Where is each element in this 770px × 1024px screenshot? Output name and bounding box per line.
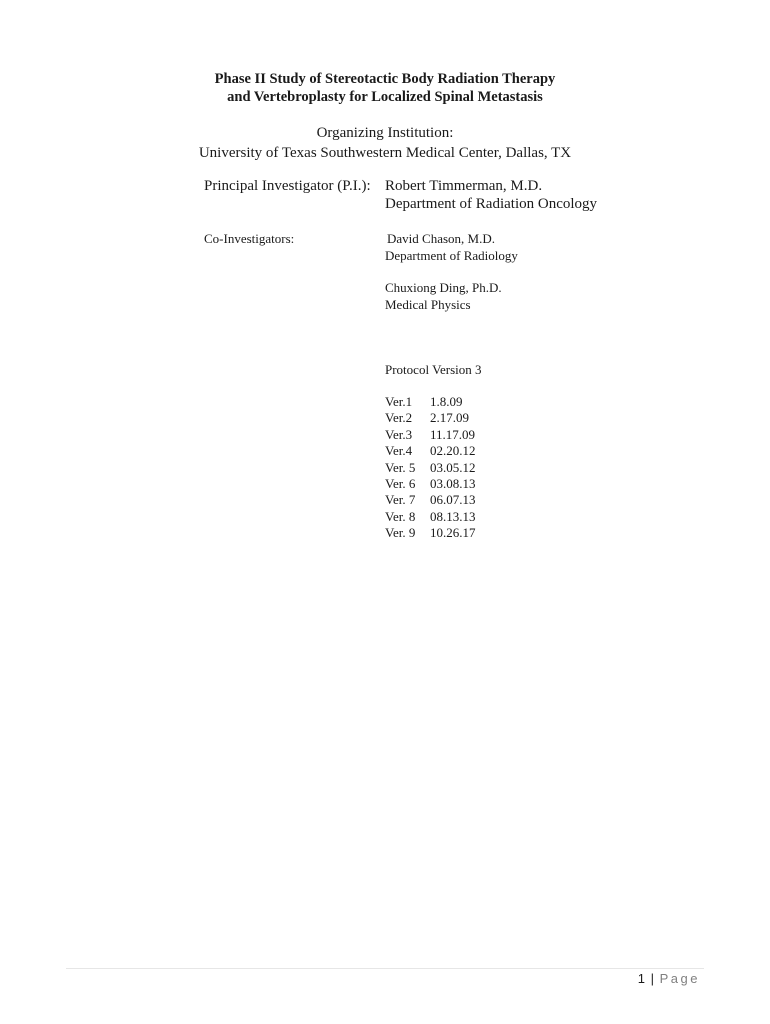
version-name: Ver. 5	[385, 459, 416, 475]
pi-label: Principal Investigator (P.I.):	[204, 178, 371, 194]
version-name: Ver. 9	[385, 525, 416, 541]
version-date: 10.26.17	[430, 525, 476, 541]
page-footer	[638, 970, 700, 988]
version-row	[385, 476, 476, 492]
protocol-version: Protocol Version 3	[385, 362, 482, 377]
pi-name: Robert Timmerman, M.D.	[385, 178, 543, 194]
version-date: 11.17.09	[430, 426, 476, 442]
version-date: 08.13.13	[430, 508, 476, 524]
pi-dept: Department of Radiation Oncology	[385, 196, 598, 212]
document-title	[0, 70, 770, 106]
footer-divider	[66, 968, 704, 969]
version-row	[385, 427, 476, 443]
co-investigator-1-dept: Department of Radiology	[385, 248, 518, 263]
title-line-1: Phase II Study of Stereotactic Body Radiation Therapy	[214, 71, 556, 87]
version-date: 2.17.09	[430, 410, 469, 426]
organizing-institution	[0, 123, 770, 163]
version-date: 02.20.12	[430, 443, 476, 459]
version-date: 03.05.12	[430, 459, 476, 475]
version-date: 06.07.13	[430, 492, 476, 508]
version-row	[385, 394, 476, 410]
version-row	[385, 410, 476, 426]
version-row	[385, 492, 476, 508]
version-name: Ver.2	[385, 410, 413, 426]
version-row	[385, 443, 476, 459]
page-label: Page	[659, 971, 700, 986]
version-name: Ver. 8	[385, 508, 416, 524]
version-row	[385, 460, 476, 476]
version-name: Ver. 6	[385, 476, 416, 492]
version-row	[385, 525, 476, 541]
page-separator: |	[650, 971, 654, 986]
version-history	[385, 394, 476, 542]
version-name: Ver.4	[385, 443, 413, 459]
version-date: 1.8.09	[430, 394, 463, 409]
co-investigator-1-name: David Chason, M.D.	[387, 231, 495, 246]
co-investigator-2-dept: Medical Physics	[385, 297, 471, 312]
title-line-2: and Vertebroplasty for Localized Spinal Metastasis	[227, 89, 543, 105]
version-row	[385, 509, 476, 525]
org-label: Organizing Institution:	[316, 125, 454, 141]
version-date: 03.08.13	[430, 476, 476, 492]
page-number: 1	[637, 971, 645, 986]
pi-block	[385, 177, 597, 213]
org-name: University of Texas Southwestern Medical Center, Dallas, TX	[198, 145, 572, 161]
co-investigator-2-name: Chuxiong Ding, Ph.D.	[385, 280, 502, 295]
version-name: Ver.3	[385, 426, 413, 442]
version-name: Ver. 7	[385, 492, 416, 508]
co-investigators-label: Co-Investigators:	[204, 231, 295, 246]
version-name: Ver.1	[385, 394, 413, 409]
